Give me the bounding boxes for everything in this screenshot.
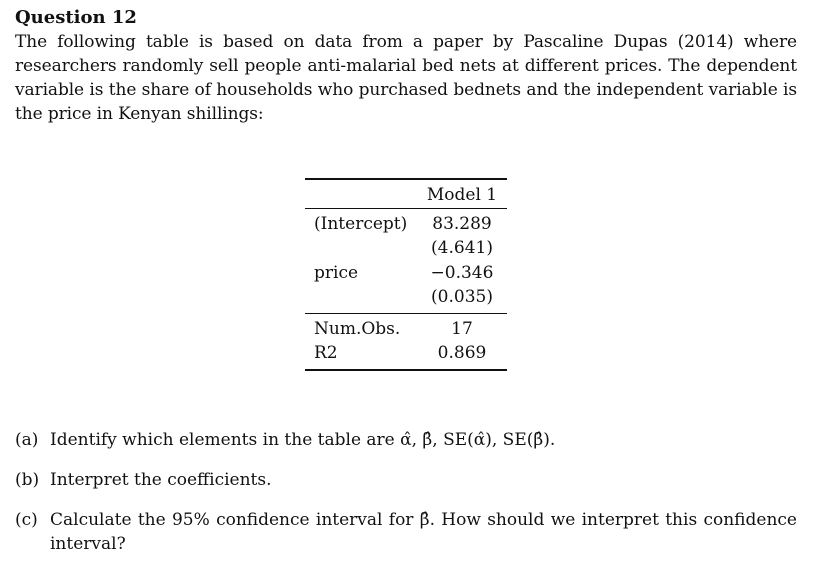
question-block xyxy=(15,6,797,554)
table-row xyxy=(305,341,507,370)
part-a-marker: (a) xyxy=(15,430,39,450)
question-title: Question 12 xyxy=(15,7,137,28)
part-c-marker: (c) xyxy=(15,510,38,530)
intercept-se: (4.641) xyxy=(431,238,493,258)
question-intro: The following table is based on data from a paper by Pascaline Dupas (2014) where researchers randomly sell people anti-malarial bed nets at different prices. The dependent variable is the share of households who purchased bednets and the independent variable is the price in Kenyan shillings: xyxy=(15,32,797,124)
table-row xyxy=(305,285,507,313)
row-label-intercept: (Intercept) xyxy=(314,213,408,234)
row-label-price: price xyxy=(314,262,359,283)
numobs-value: 17 xyxy=(451,318,473,339)
r2-value: 0.869 xyxy=(437,343,487,363)
table-row xyxy=(305,208,507,236)
list-item xyxy=(15,428,797,452)
part-b-marker: (b) xyxy=(15,470,40,490)
intercept-estimate: 83.289 xyxy=(432,213,492,234)
price-se: (0.035) xyxy=(431,287,493,307)
part-b-text: Interpret the coefficients. xyxy=(50,470,272,490)
list-item xyxy=(15,508,797,556)
row-label-numobs: Num.Obs. xyxy=(314,318,401,339)
question-parts xyxy=(15,428,797,572)
table-header-empty xyxy=(305,179,417,208)
table-row xyxy=(305,313,507,341)
row-label-r2: R2 xyxy=(314,343,338,363)
table-header-model: Model 1 xyxy=(426,185,498,205)
part-c-text: Calculate the 95% confidence interval for β̂. How should we interpret this confidence interval? xyxy=(50,510,797,554)
table-header-row xyxy=(305,179,507,208)
price-estimate: −0.346 xyxy=(430,262,494,283)
table-row xyxy=(305,236,507,261)
list-item xyxy=(15,468,797,492)
table-row xyxy=(305,261,507,286)
regression-table xyxy=(305,178,507,371)
regression-table-container xyxy=(305,178,507,371)
part-a-text: Identify which elements in the table are α̂, β̂, SE(α̂), SE(β̂). xyxy=(50,430,556,450)
